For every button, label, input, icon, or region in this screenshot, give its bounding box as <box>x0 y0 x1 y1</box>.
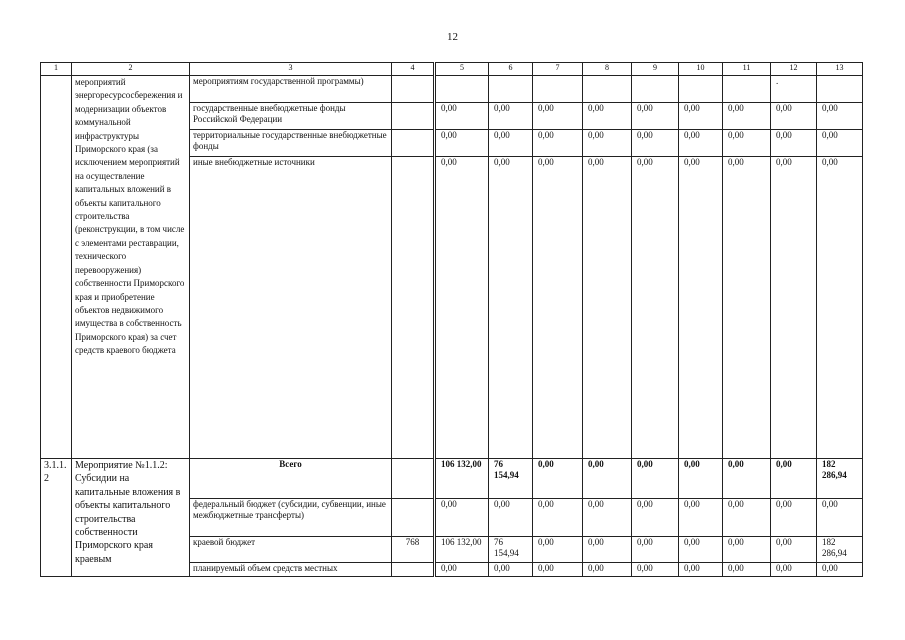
budget-code <box>392 103 435 130</box>
value-cell: 0,00 <box>489 499 533 537</box>
value-cell: 0,00 <box>489 130 533 157</box>
value-cell <box>583 76 632 103</box>
header-cell: 13 <box>817 63 863 76</box>
value-cell: 0,00 <box>435 157 489 459</box>
header-cell: 4 <box>392 63 435 76</box>
value-cell: 0,00 <box>679 563 723 577</box>
value-cell: 0,00 <box>679 459 723 499</box>
budget-code <box>392 499 435 537</box>
value-cell: 0,00 <box>533 459 583 499</box>
value-cell: 0,00 <box>435 563 489 577</box>
value-cell: 0,00 <box>533 537 583 563</box>
value-cell: 0,00 <box>771 157 817 459</box>
value-cell <box>632 76 679 103</box>
value-cell: 0,00 <box>771 103 817 130</box>
value-cell: 0,00 <box>771 499 817 537</box>
value-cell: 76 154,94 <box>489 537 533 563</box>
header-cell: 6 <box>489 63 533 76</box>
value-cell: 0,00 <box>817 563 863 577</box>
value-cell: 0,00 <box>583 499 632 537</box>
value-cell: 0,00 <box>583 459 632 499</box>
value-cell <box>723 76 771 103</box>
value-cell: 0,00 <box>771 130 817 157</box>
header-cell: 7 <box>533 63 583 76</box>
funding-source: мероприятиям государственной программы) <box>190 76 392 103</box>
value-cell: 0,00 <box>583 563 632 577</box>
value-cell: 0,00 <box>723 459 771 499</box>
value-cell: 106 132,00 <box>435 537 489 563</box>
value-cell: 0,00 <box>435 130 489 157</box>
value-cell: 0,00 <box>632 563 679 577</box>
header-cell: 5 <box>435 63 489 76</box>
header-cell: 10 <box>679 63 723 76</box>
funding-source: краевой бюджет <box>190 537 392 563</box>
stray-mark: . <box>776 76 779 86</box>
measure-description: Мероприятие №1.1.2: Субсидии на капитальные вложения в объекты капитального строительства собственности Приморского края краевым <box>72 459 190 577</box>
header-row <box>41 63 863 76</box>
value-cell: 0,00 <box>723 499 771 537</box>
value-cell <box>533 76 583 103</box>
value-cell: 0,00 <box>679 130 723 157</box>
table-row <box>41 459 863 499</box>
budget-code <box>392 157 435 459</box>
value-cell <box>679 76 723 103</box>
row-number-cell <box>41 76 72 459</box>
value-cell: 0,00 <box>533 157 583 459</box>
value-cell: 0,00 <box>771 459 817 499</box>
funding-source: иные внебюджетные источники <box>190 157 392 459</box>
value-cell: 0,00 <box>817 103 863 130</box>
budget-code <box>392 76 435 103</box>
value-cell: 0,00 <box>771 563 817 577</box>
page-number: 12 <box>447 31 458 43</box>
value-cell: 0,00 <box>533 130 583 157</box>
value-cell: 0,00 <box>583 157 632 459</box>
value-cell: 0,00 <box>632 130 679 157</box>
value-cell: 76 154,94 <box>489 459 533 499</box>
value-cell: 0,00 <box>723 563 771 577</box>
row-number-cell: 3.1.1.2 <box>41 459 72 577</box>
value-cell: 0,00 <box>583 537 632 563</box>
value-cell: 0,00 <box>817 499 863 537</box>
budget-code <box>392 130 435 157</box>
value-cell <box>817 76 863 103</box>
value-cell: 0,00 <box>679 499 723 537</box>
funding-source: планируемый объем средств местных <box>190 563 392 577</box>
table-row <box>41 76 863 103</box>
value-cell: 0,00 <box>533 563 583 577</box>
value-cell: 0,00 <box>632 459 679 499</box>
funding-source-total: Всего <box>190 459 392 499</box>
funding-source: федеральный бюджет (субсидии, субвенции, иные межбюджетные трансферты) <box>190 499 392 537</box>
value-cell: 0,00 <box>533 103 583 130</box>
value-cell: 0,00 <box>679 157 723 459</box>
budget-code: 768 <box>392 537 435 563</box>
funding-source: территориальные государственные внебюджетные фонды <box>190 130 392 157</box>
budget-code <box>392 563 435 577</box>
value-cell: 0,00 <box>723 103 771 130</box>
value-cell <box>489 76 533 103</box>
value-cell <box>771 76 817 103</box>
value-cell: 0,00 <box>632 537 679 563</box>
value-cell: 182 286,94 <box>817 537 863 563</box>
header-cell: 8 <box>583 63 632 76</box>
value-cell: 0,00 <box>435 103 489 130</box>
header-cell: 1 <box>41 63 72 76</box>
value-cell: 0,00 <box>489 157 533 459</box>
value-cell: 0,00 <box>533 499 583 537</box>
value-cell: 0,00 <box>583 130 632 157</box>
value-cell: 0,00 <box>723 130 771 157</box>
value-cell: 0,00 <box>817 157 863 459</box>
value-cell: 0,00 <box>489 563 533 577</box>
measure-description: мероприятий энергоресурсосбережения и модернизации объектов коммунальной инфраструктуры Приморского края (за исключением мероприятий на осуществление капитальных вложений в объекты капитального строительства (реконструкции, в том числе с элементами реставрации, технического перевооружения) собственности Приморского края и приобретение объектов недвижимого имущества в собственность Приморского края) за счет средств краевого бюджета <box>72 76 190 459</box>
value-cell: 0,00 <box>679 103 723 130</box>
value-cell: 0,00 <box>632 499 679 537</box>
budget-code <box>392 459 435 499</box>
value-cell: 0,00 <box>583 103 632 130</box>
value-cell <box>435 76 489 103</box>
header-cell: 11 <box>723 63 771 76</box>
value-cell: 0,00 <box>723 157 771 459</box>
financing-table <box>40 62 863 577</box>
value-cell: 0,00 <box>632 103 679 130</box>
header-cell: 12 <box>771 63 817 76</box>
value-cell: 0,00 <box>679 537 723 563</box>
value-cell: 182 286,94 <box>817 459 863 499</box>
value-cell: 106 132,00 <box>435 459 489 499</box>
header-cell: 3 <box>190 63 392 76</box>
header-cell: 9 <box>632 63 679 76</box>
funding-source: государственные внебюджетные фонды Российской Федерации <box>190 103 392 130</box>
value-cell: 0,00 <box>435 499 489 537</box>
value-cell: 0,00 <box>771 537 817 563</box>
value-cell: 0,00 <box>489 103 533 130</box>
value-cell: 0,00 <box>723 537 771 563</box>
value-cell: 0,00 <box>632 157 679 459</box>
value-cell: 0,00 <box>817 130 863 157</box>
header-cell: 2 <box>72 63 190 76</box>
